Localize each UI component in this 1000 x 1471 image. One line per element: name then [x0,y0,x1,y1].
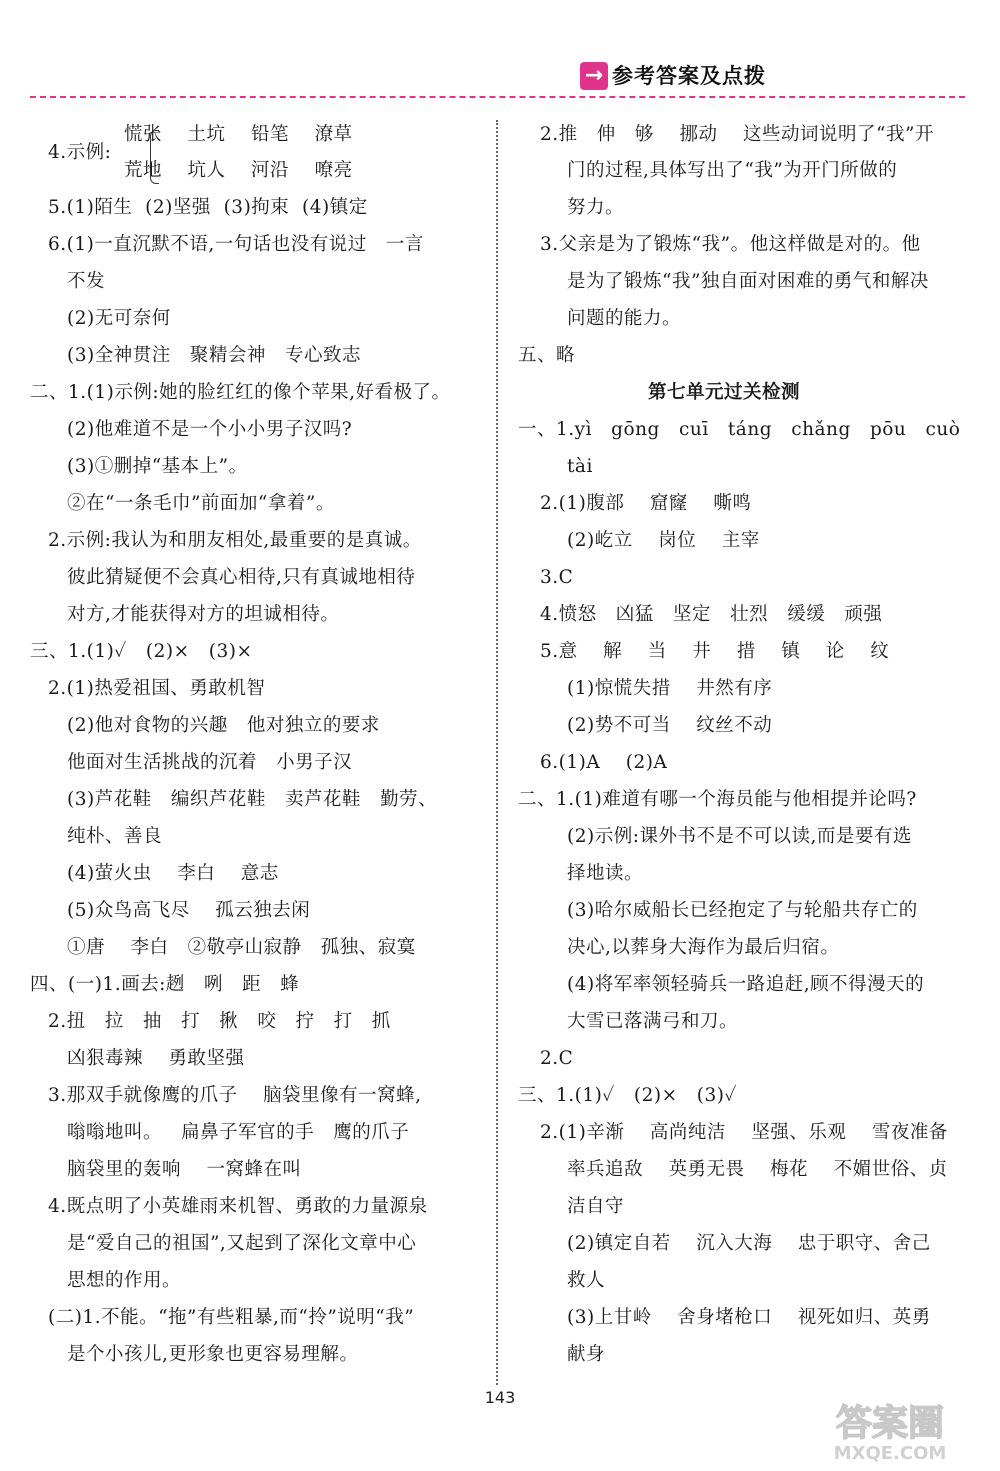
answer-line: (2)势不可当 纹丝不动 [567,715,773,736]
answer-line: 是为了锻炼“我”独自面对困难的勇气和解决 [567,271,929,292]
answer-line: 一、1.yì gōng cuī táng chǎng pōu cuò [518,419,961,440]
answer-line: 2.推 伸 够 挪动 这些动词说明了“我”开 [540,124,934,145]
arrow-icon: → [580,62,608,90]
answer-line: 2.C [540,1048,574,1069]
answer-line: 3.C [540,567,574,588]
answer-line: ①唐 李白 ②敬亭山寂静 孤独、寂寞 [67,937,416,958]
answer-line: 他面对生活挑战的沉着 小男子汉 [67,752,353,773]
answer-line: 努力。 [567,197,625,218]
answer-line: 门的过程,具体写出了“我”为开门所做的 [567,160,898,181]
answer-line: 救人 [567,1270,606,1291]
watermark-url: MXQE.COM [833,1443,947,1464]
header-title: 参考答案及点拨 [612,64,766,88]
answer-line: 6.(1)A (2)A [540,752,668,773]
answer-line: 思想的作用。 [67,1270,182,1291]
answer-line: 不发 [67,271,106,292]
answer-line: (4)萤火虫 李白 意志 [67,863,279,884]
answer-line: 率兵追敌 英勇无畏 梅花 不媚世俗、贞 [567,1159,948,1180]
answer-line: 2.(1)热爱祖国、勇敢机智 [48,678,266,699]
answer-line: 嗡嗡地叫。 扁鼻子军官的手 鹰的爪子 [67,1122,410,1143]
answer-line: 决心,以葬身大海作为最后归宿。 [567,937,840,958]
answer-line: (3)全神贯注 聚精会神 专心致志 [67,345,361,366]
answer-line: 4.既点明了小英雄雨来机智、勇敢的力量源泉 [48,1196,428,1217]
answer-line: (2)屹立 岗位 主宰 [567,530,760,551]
answer-line: (4)将军率领轻骑兵一路追赶,顾不得漫天的 [567,974,925,995]
answer-line: 是“爱自己的祖国”,又起到了深化文章中心 [67,1233,417,1254]
answer-line: 问题的能力。 [567,308,682,329]
watermark-text: 答案圈 [835,1403,945,1444]
answer-line: 二、1.(1)难道有哪一个海员能与他相提并论吗? [518,789,917,810]
answer-line: 三、1.(1)✓ (2)× (3)✓ [518,1085,737,1106]
answer-line: (2)他难道不是一个小小男子汉吗? [67,419,353,440]
answer-line: 2.(1)腹部 窟窿 嘶鸣 [540,493,752,514]
answer-line: 慌张 土坑 铅笔 潦草 [124,124,353,145]
answer-line: 二、1.(1)示例:她的脸红红的像个苹果,好看极了。 [30,382,451,403]
answer-line: 择地读。 [567,863,644,884]
answer-line: 彼此猜疑便不会真心相待,只有真诚地相待 [67,567,416,588]
answer-line: tài [567,456,593,477]
answer-line: (5)众鸟高飞尽 孤云独去闲 [67,900,311,921]
answer-line: 4.愤怒 凶猛 坚定 壮烈 缓缓 顽强 [540,604,883,625]
answer-line: 大雪已落满弓和刀。 [567,1011,739,1032]
answer-line: 是个小孩儿,更形象也更容易理解。 [67,1344,359,1365]
answer-line: 凶狠毒辣 勇敢坚强 [67,1048,245,1069]
header-divider [30,96,965,98]
answer-line: 3.父亲是为了锻炼“我”。他这样做是对的。他 [540,234,921,255]
section-title: 第七单元过关检测 [648,382,801,403]
watermark-logo [790,1395,990,1465]
answer-line: 纯朴、善良 [67,826,163,847]
answer-line: (2)示例:课外书不是不可以读,而是要有选 [567,826,912,847]
column-divider [496,120,498,1385]
answer-line: 洁自守 [567,1196,625,1217]
answer-line: (2)他对食物的兴趣 他对独立的要求 [67,715,380,736]
answer-line: 献身 [567,1344,606,1365]
answer-line: (3)芦花鞋 编织芦花鞋 卖芦花鞋 勤劳、 [67,789,438,810]
answer-line: (3)哈尔威船长已经抱定了与轮船共存亡的 [567,900,918,921]
answer-line: 4.示例: [48,142,112,163]
answer-line: 五、略 [518,345,576,366]
answer-line: (3)上甘岭 舍身堵枪口 视死如归、英勇 [567,1307,931,1328]
answer-line: (2)无可奈何 [67,308,171,329]
answer-line: (1)惊慌失措 井然有序 [567,678,773,699]
answer-line: (二)1.不能。“拖”有些粗暴,而“拎”说明“我” [48,1307,415,1328]
page-header [0,0,1000,100]
answer-line: 脑袋里的轰响 一窝蜂在叫 [67,1159,302,1180]
answer-line: 对方,才能获得对方的坦诚相待。 [67,604,340,625]
answer-line: 3.那双手就像鹰的爪子 脑袋里像有一窝蜂, [48,1085,422,1106]
answer-line: 5.(1)陌生 (2)坚强 (3)拘束 (4)镇定 [48,197,368,218]
page-number: 143 [484,1388,516,1407]
answer-line: (3)①删掉“基本上”。 [67,456,248,477]
answer-line: 6.(1)一直沉默不语,一句话也没有说过 一言 [48,234,424,255]
answer-line: 三、1.(1)✓ (2)× (3)× [30,641,253,662]
answer-line: ②在“一条毛巾”前面加“拿着”。 [67,493,335,514]
answer-line: 2.示例:我认为和朋友相处,最重要的是真诚。 [48,530,422,551]
answer-line: 2.(1)辛渐 高尚纯洁 坚强、乐观 雪夜准备 [540,1122,948,1143]
answer-line: 5.意 解 当 井 措 镇 论 纹 [540,641,890,662]
answer-line: 荒地 坑人 河沿 嘹亮 [124,160,353,181]
answer-line: 四、(一)1.画去:趔 咧 距 蜂 [30,974,300,995]
answer-line: (2)镇定自若 沉入大海 忠于职守、舍己 [567,1233,931,1254]
answer-line: 2.扭 拉 抽 打 揪 咬 拧 打 抓 [48,1011,391,1032]
